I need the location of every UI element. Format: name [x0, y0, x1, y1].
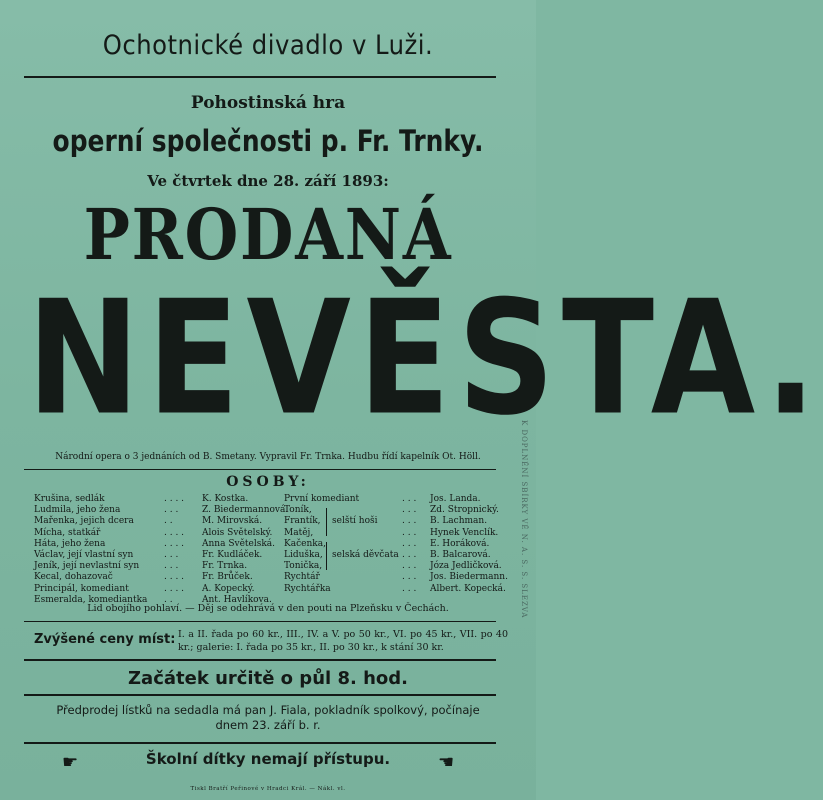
presale-text: Předprodej lístků na sedadla má pan J. Fiala, pokladník spolkový, počínaje dnem 23. září b. r.	[56, 703, 480, 732]
printer-credit: Tiskl Bratří Peřinové v Hradci Král. — Nákl. vl.	[190, 786, 346, 792]
guest-play-label: Pohostinská hra	[190, 93, 346, 113]
divider	[24, 469, 496, 470]
cast-heading: OSOBY:	[226, 474, 310, 490]
divider	[24, 621, 496, 622]
pointing-hand-left-icon: ☚	[438, 752, 455, 773]
chorus-note: Lid obojího pohlaví. — Děj se odehrává v den pouti na Plzeňsku v Čechách.	[87, 603, 449, 614]
cast-row: Krušina, sedlák . . . . K. Kostka.	[34, 494, 249, 504]
cast-row: Principál, komediant . . . . A. Kopecký.	[34, 583, 255, 594]
cast-row: Toník, . . . Zd. Stropnický.	[284, 505, 499, 516]
cast-list-right	[284, 494, 508, 595]
cast-row: Mařenka, jejich dcera . . M. Mirovská.	[34, 516, 263, 527]
library-stamp: K DOPLNĚNÍ SBÍRKY VĚ N. A. S. S. SLEZVA	[520, 420, 528, 619]
cast-row: Mícha, statkář . . . . Alois Světelský.	[34, 527, 273, 538]
cast-row: Matěj, . . . Hynek Venclík.	[284, 527, 499, 538]
play-subtitle: Národní opera o 3 jednáních od B. Smetany. Vypravil Fr. Trnka. Hudbu řídí kapelník Ot. Höll.	[55, 452, 481, 462]
prices-label: Zvýšené ceny míst:	[34, 632, 176, 647]
play-title-line2: NEVĚSTA.	[26, 267, 823, 451]
performance-date: Ve čtvrtek dne 28. září 1893:	[147, 172, 389, 190]
divider	[24, 742, 496, 744]
prices-text: I. a II. řada po 60 kr., III., IV. a V. po 50 kr., VI. po 45 kr., VII. po 40 kr.; galerie: I. řada po 35 kr., II. po 30 kr., k stání 30 kr.	[178, 629, 508, 653]
cast-row: Rychtář . . . Jos. Biedermann.	[284, 572, 508, 583]
company-name: operní společnosti p. Fr. Trnky.	[52, 124, 484, 158]
cast-row: Háta, jeho žena . . . . Anna Světelská.	[34, 538, 276, 549]
cast-row: Rychtářka . . . Albert. Kopecká.	[284, 583, 506, 594]
cast-row: Kecal, dohazovač . . . . Fr. Brůček.	[34, 572, 253, 583]
cast-row: Esmeralda, komediantka . . Ant. Havlíkova.	[34, 594, 272, 605]
divider	[24, 694, 496, 696]
cast-row: Frantík, . . . B. Lachman.	[284, 516, 488, 527]
divider	[24, 659, 496, 661]
cast-row: Kačenka, . . . E. Horáková.	[284, 538, 490, 549]
cast-row: Liduška, . . . B. Balcarová.	[284, 550, 491, 561]
play-title-line1: PRODANÁ	[83, 193, 453, 276]
cast-row: První komediant . . . Jos. Landa.	[284, 494, 481, 504]
cast-list-left	[34, 494, 288, 606]
children-notice: Školní dítky nemají přístupu.	[145, 750, 391, 768]
cast-row: Ludmila, jeho žena . . . Z. Biedermannová.	[34, 505, 289, 516]
brace	[326, 542, 327, 570]
divider	[24, 76, 496, 78]
group-label-boys: selští hoši	[332, 516, 378, 526]
cast-row: Václav, její vlastní syn . . . Fr. Kudláček.	[34, 550, 263, 561]
start-time: Začátek určitě o půl 8. hod.	[128, 668, 408, 689]
cast-row: Tonička, . . . Józa Jedličková.	[284, 561, 502, 572]
theatre-title: Ochotnické divadlo v Luži.	[102, 30, 434, 61]
brace	[326, 508, 327, 536]
pointing-hand-right-icon: ☛	[62, 752, 79, 773]
cast-row: Jeník, její nevlastní syn . . . Fr. Trnka.	[34, 561, 248, 572]
group-label-girls: selská děvčata	[332, 550, 399, 560]
